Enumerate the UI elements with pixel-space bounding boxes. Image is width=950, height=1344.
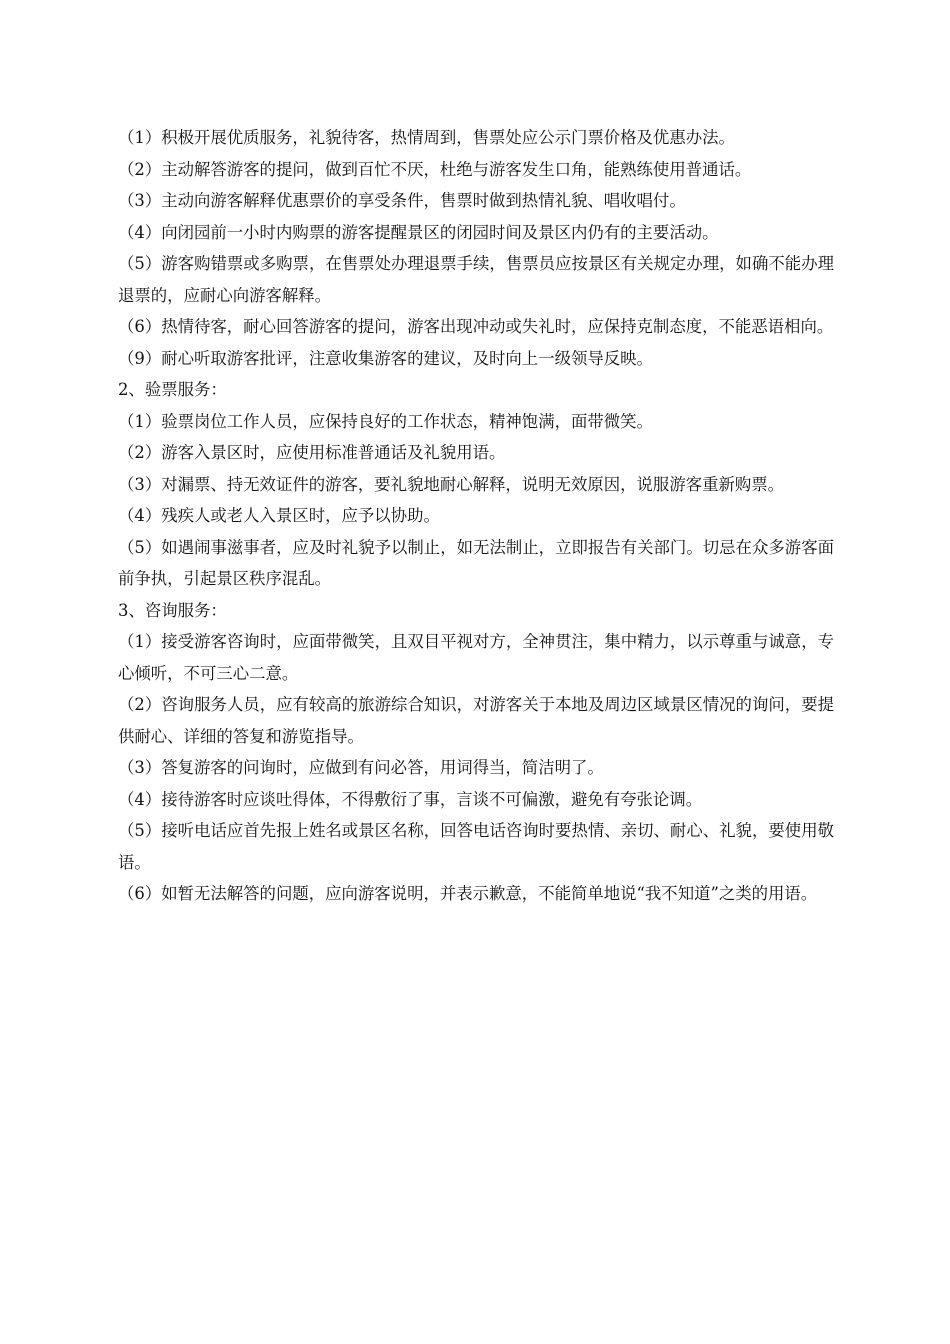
paragraph-ticket-3: （3）主动向游客解释优惠票价的享受条件，售票时做到热情礼貌、唱收唱付。	[118, 191, 686, 210]
paragraph-ticket-5: （5）游客购错票或多购票，在售票处办理退票手续，售票员应按景区有关规定办理，如确不能办理退票的，应耐心向游客解释。	[118, 254, 834, 305]
paragraph-ticket-9: （9）耐心听取游客批评，注意收集游客的建议，及时向上一级领导反映。	[118, 348, 653, 368]
paragraph-check-1: （1）验票岗位工作人员，应保持良好的工作状态，精神饱满，面带微笑。	[118, 411, 653, 431]
paragraph-ticket-1: （1）积极开展优质服务，礼貌待客，热情周到，售票处应公示门票价格及优惠办法。	[118, 128, 735, 147]
paragraph-consult-1: （1）接受游客咨询时，应面带微笑，且双目平视对方，全神贯注，集中精力，以示尊重与诚意，专心倾听，不可三心二意。	[118, 632, 834, 683]
paragraph-consult-6: （6）如暂无法解答的问题，应向游客说明，并表示歉意，不能简单地说“我不知道”之类的用语。	[118, 884, 818, 903]
document-body	[118, 122, 834, 910]
paragraph-ticket-4: （4）向闭园前一小时内购票的游客提醒景区的闭园时间及景区内仍有的主要活动。	[118, 222, 719, 242]
paragraph-consult-5: （5）接听电话应首先报上姓名或景区名称，回答电话咨询时要热情、亲切、耐心、礼貌，要使用敬语。	[118, 821, 834, 872]
paragraph-consult-3: （3）答复游客的问询时，应做到有问必答，用词得当，简洁明了。	[118, 758, 604, 777]
paragraph-check-4: （4）残疾人或老人入景区时，应予以协助。	[118, 506, 440, 525]
paragraph-ticket-6: （6）热情待客，耐心回答游客的提问，游客出现冲动或失礼时，应保持克制态度，不能恶语相向。	[118, 317, 834, 336]
section-heading-consulting: 3、咨询服务：	[118, 600, 227, 620]
paragraph-check-2: （2）游客入景区时，应使用标准普通话及礼貌用语。	[118, 443, 506, 462]
paragraph-consult-2: （2）咨询服务人员，应有较高的旅游综合知识，对游客关于本地及周边区域景区情况的询问，要提供耐心、详细的答复和游览指导。	[118, 695, 834, 746]
section-heading-ticket-check: 2、验票服务：	[118, 380, 227, 399]
paragraph-consult-4: （4）接待游客时应谈吐得体，不得敷衍了事，言谈不可偏激，避免有夸张论调。	[118, 789, 703, 809]
paragraph-ticket-2: （2）主动解答游客的提问，做到百忙不厌，杜绝与游客发生口角，能熟练使用普通话。	[118, 159, 752, 179]
paragraph-check-5: （5）如遇闹事滋事者，应及时礼貌予以制止，如无法制止，立即报告有关部门。切忌在众多游客面前争执，引起景区秩序混乱。	[118, 537, 834, 588]
paragraph-check-3: （3）对漏票、持无效证件的游客，要礼貌地耐心解释，说明无效原因，说服游客重新购票。	[118, 474, 785, 494]
